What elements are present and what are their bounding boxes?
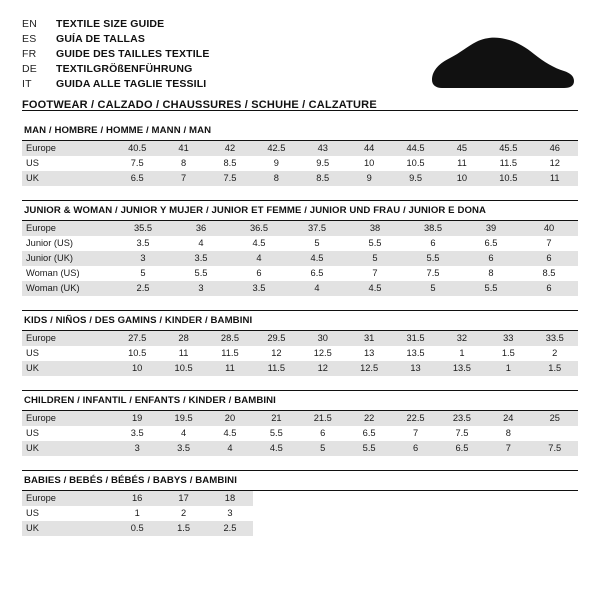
size-cell: 8 [485, 426, 531, 441]
table-row [22, 251, 578, 266]
row-label: UK [22, 171, 114, 186]
row-label: UK [22, 361, 114, 376]
size-table-babies [22, 491, 578, 536]
size-cell: 37.5 [288, 221, 346, 236]
section-title: CHILDREN / INFANTIL / ENFANTS / KINDER / BAMBINI [24, 395, 276, 406]
table-row [22, 506, 578, 521]
size-cell-empty [532, 491, 578, 506]
size-cell: 12 [253, 346, 299, 361]
size-cell-empty [346, 521, 392, 536]
language-title: GUIDA ALLE TAGLIE TESSILI [56, 78, 207, 90]
size-cell: 10.5 [485, 171, 531, 186]
size-cell: 11 [532, 171, 578, 186]
size-cell: 3.5 [114, 426, 160, 441]
size-cell: 6.5 [439, 441, 485, 456]
size-cell-empty [532, 521, 578, 536]
size-cell: 21.5 [300, 411, 346, 426]
size-cell: 7 [160, 171, 206, 186]
row-label: Europe [22, 331, 114, 346]
dress-shoe-icon [396, 36, 576, 102]
size-cell: 5.5 [346, 236, 404, 251]
size-cell: 5.5 [253, 426, 299, 441]
size-cell: 9 [253, 156, 299, 171]
size-cell: 13 [392, 361, 438, 376]
size-cell: 38.5 [404, 221, 462, 236]
section-title: JUNIOR & WOMAN / JUNIOR Y MUJER / JUNIOR ET FEMME / JUNIOR UND FRAU / JUNIOR E DONA [24, 205, 487, 216]
size-cell: 7.5 [532, 441, 578, 456]
size-cell: 10 [114, 361, 160, 376]
table-row [22, 441, 578, 456]
row-label: Woman (UK) [22, 281, 114, 296]
size-cell: 7.5 [404, 266, 462, 281]
size-cell: 2.5 [114, 281, 172, 296]
size-cell: 35.5 [114, 221, 172, 236]
language-code: ES [22, 33, 37, 45]
size-cell: 2 [160, 506, 206, 521]
size-cell: 10.5 [392, 156, 438, 171]
size-cell: 22.5 [392, 411, 438, 426]
size-cell: 4 [288, 281, 346, 296]
size-cell: 7 [485, 441, 531, 456]
size-cell: 4 [172, 236, 230, 251]
size-cell-empty [300, 506, 346, 521]
size-cell: 3.5 [230, 281, 288, 296]
row-label: UK [22, 521, 114, 536]
size-cell-empty [253, 491, 299, 506]
size-cell: 1.5 [532, 361, 578, 376]
size-cell-empty [392, 506, 438, 521]
language-row [22, 78, 209, 93]
size-cell: 11.5 [253, 361, 299, 376]
size-cell: 13 [346, 346, 392, 361]
size-cell: 6 [520, 251, 578, 266]
table-row [22, 361, 578, 376]
size-cell: 31 [346, 331, 392, 346]
size-cell: 19.5 [160, 411, 206, 426]
section-title: KIDS / NIÑOS / DES GAMINS / KINDER / BAMBINI [24, 315, 253, 326]
section-babies [22, 470, 578, 536]
table-row [22, 156, 578, 171]
section-man [22, 125, 578, 186]
size-cell: 33.5 [532, 331, 578, 346]
size-cell: 11.5 [485, 156, 531, 171]
size-cell: 9.5 [392, 171, 438, 186]
size-cell: 5 [404, 281, 462, 296]
row-label: UK [22, 441, 114, 456]
size-cell-empty [485, 491, 531, 506]
size-cell: 4.5 [207, 426, 253, 441]
size-cell-empty [485, 521, 531, 536]
size-cell: 18 [207, 491, 253, 506]
size-cell: 4.5 [253, 441, 299, 456]
language-row [22, 18, 209, 33]
row-label: Junior (UK) [22, 251, 114, 266]
size-cell: 6 [392, 441, 438, 456]
size-cell-empty [300, 491, 346, 506]
size-cell: 7 [346, 266, 404, 281]
footwear-heading: FOOTWEAR / CALZADO / CHAUSSURES / SCHUHE / CALZATURE [22, 99, 377, 111]
size-cell: 3.5 [172, 251, 230, 266]
size-cell: 33 [485, 331, 531, 346]
size-cell: 12.5 [300, 346, 346, 361]
size-table-man [22, 141, 578, 186]
language-title-body [22, 18, 209, 93]
size-cell-empty [392, 491, 438, 506]
table-row [22, 521, 578, 536]
size-cell: 2 [532, 346, 578, 361]
section-kids [22, 310, 578, 376]
size-cell: 44.5 [392, 141, 438, 156]
size-cell: 12.5 [346, 361, 392, 376]
size-cell: 6 [520, 281, 578, 296]
size-cell: 45.5 [485, 141, 531, 156]
size-cell: 12 [532, 156, 578, 171]
size-cell: 6.5 [462, 236, 520, 251]
size-cell: 11 [439, 156, 485, 171]
size-cell: 9 [346, 171, 392, 186]
row-label: Europe [22, 221, 114, 236]
size-cell: 8.5 [207, 156, 253, 171]
row-label: Europe [22, 141, 114, 156]
size-cell-empty [346, 506, 392, 521]
language-code: EN [22, 18, 37, 30]
size-cell: 5 [346, 251, 404, 266]
size-cell-empty [485, 506, 531, 521]
size-cell: 6.5 [114, 171, 160, 186]
language-row [22, 48, 209, 63]
size-cell: 30 [300, 331, 346, 346]
size-cell: 8 [253, 171, 299, 186]
size-cell: 6.5 [346, 426, 392, 441]
size-cell: 28 [160, 331, 206, 346]
row-label: Woman (US) [22, 266, 114, 281]
row-label: US [22, 346, 114, 361]
size-cell: 4.5 [230, 236, 288, 251]
size-table-kids [22, 331, 578, 376]
size-cell: 6 [462, 251, 520, 266]
row-label: US [22, 156, 114, 171]
size-table-junior-woman [22, 221, 578, 296]
table-row [22, 281, 578, 296]
size-cell: 11 [160, 346, 206, 361]
size-cell: 5.5 [346, 441, 392, 456]
table-row [22, 221, 578, 236]
table-row [22, 331, 578, 346]
size-cell: 23.5 [439, 411, 485, 426]
size-cell: 6 [300, 426, 346, 441]
table-row [22, 236, 578, 251]
size-cell: 10 [439, 171, 485, 186]
section-junior-woman [22, 200, 578, 296]
size-cell: 20 [207, 411, 253, 426]
size-cell: 7.5 [207, 171, 253, 186]
table-row [22, 141, 578, 156]
size-cell: 6.5 [288, 266, 346, 281]
size-cell: 45 [439, 141, 485, 156]
size-cell: 7 [520, 236, 578, 251]
size-cell: 5 [300, 441, 346, 456]
size-cell: 4.5 [346, 281, 404, 296]
size-cell: 13.5 [439, 361, 485, 376]
table-row [22, 411, 578, 426]
size-cell: 27.5 [114, 331, 160, 346]
size-cell: 43 [300, 141, 346, 156]
size-cell: 11.5 [207, 346, 253, 361]
size-cell: 16 [114, 491, 160, 506]
size-cell: 44 [346, 141, 392, 156]
size-cell: 22 [346, 411, 392, 426]
size-cell: 40.5 [114, 141, 160, 156]
size-cell: 1 [485, 361, 531, 376]
table-row [22, 266, 578, 281]
row-label: Europe [22, 411, 114, 426]
size-cell: 1.5 [485, 346, 531, 361]
size-cell: 21 [253, 411, 299, 426]
size-cell: 0.5 [114, 521, 160, 536]
language-title: TEXTILGRÖßENFÜHRUNG [56, 63, 193, 75]
size-cell: 3.5 [114, 236, 172, 251]
size-cell-empty [532, 506, 578, 521]
size-cell: 39 [462, 221, 520, 236]
language-code: IT [22, 78, 32, 90]
language-title: TEXTILE SIZE GUIDE [56, 18, 165, 30]
size-cell: 41 [160, 141, 206, 156]
size-cell: 3 [207, 506, 253, 521]
size-cell: 7 [392, 426, 438, 441]
size-cell: 7.5 [439, 426, 485, 441]
size-cell: 38 [346, 221, 404, 236]
size-cell: 4 [207, 441, 253, 456]
size-cell-empty [346, 491, 392, 506]
row-label: US [22, 506, 114, 521]
size-cell: 24 [485, 411, 531, 426]
table-row [22, 346, 578, 361]
size-cell: 5 [114, 266, 172, 281]
size-cell: 4 [230, 251, 288, 266]
section-title: BABIES / BEBÉS / BÉBÉS / BABYS / BAMBINI [24, 475, 237, 486]
language-code: DE [22, 63, 37, 75]
table-row [22, 426, 578, 441]
size-cell: 6 [404, 236, 462, 251]
language-code: FR [22, 48, 37, 60]
size-cell: 12 [300, 361, 346, 376]
row-label: Europe [22, 491, 114, 506]
size-cell: 1 [114, 506, 160, 521]
size-cell: 1 [439, 346, 485, 361]
size-cell: 8 [462, 266, 520, 281]
size-cell: 32 [439, 331, 485, 346]
size-cell: 19 [114, 411, 160, 426]
size-cell: 42 [207, 141, 253, 156]
size-cell: 1.5 [160, 521, 206, 536]
language-row [22, 33, 209, 48]
size-cell-empty [439, 491, 485, 506]
size-cell: 2.5 [207, 521, 253, 536]
size-cell-empty [439, 521, 485, 536]
size-cell: 10.5 [160, 361, 206, 376]
size-table-children [22, 411, 578, 456]
size-cell [532, 426, 578, 441]
size-cell: 3 [114, 441, 160, 456]
size-cell: 40 [520, 221, 578, 236]
size-cell: 46 [532, 141, 578, 156]
size-cell: 42.5 [253, 141, 299, 156]
size-cell: 8.5 [300, 171, 346, 186]
section-title: MAN / HOMBRE / HOMME / MANN / MAN [24, 125, 212, 136]
language-title-list [22, 18, 209, 93]
size-cell: 10 [346, 156, 392, 171]
size-cell: 25 [532, 411, 578, 426]
size-cell: 28.5 [207, 331, 253, 346]
size-cell: 17 [160, 491, 206, 506]
size-cell: 36.5 [230, 221, 288, 236]
size-cell: 36 [172, 221, 230, 236]
table-row [22, 171, 578, 186]
size-cell: 5.5 [172, 266, 230, 281]
section-children [22, 390, 578, 456]
size-cell: 8 [160, 156, 206, 171]
size-cell: 3 [172, 281, 230, 296]
size-cell-empty [300, 521, 346, 536]
size-cell: 29.5 [253, 331, 299, 346]
size-cell-empty [253, 506, 299, 521]
size-cell: 13.5 [392, 346, 438, 361]
language-title: GUÍA DE TALLAS [56, 33, 146, 45]
size-cell: 3.5 [160, 441, 206, 456]
document-header [22, 18, 578, 110]
size-cell-empty [439, 506, 485, 521]
row-label: US [22, 426, 114, 441]
row-label: Junior (US) [22, 236, 114, 251]
size-cell: 4 [160, 426, 206, 441]
size-cell: 11 [207, 361, 253, 376]
table-row [22, 491, 578, 506]
size-cell: 4.5 [288, 251, 346, 266]
size-cell: 10.5 [114, 346, 160, 361]
size-cell-empty [253, 521, 299, 536]
size-cell: 5.5 [404, 251, 462, 266]
language-title: GUIDE DES TAILLES TEXTILE [56, 48, 210, 60]
language-row [22, 63, 209, 78]
size-cell: 9.5 [300, 156, 346, 171]
size-cell: 31.5 [392, 331, 438, 346]
size-cell-empty [392, 521, 438, 536]
size-cell: 5.5 [462, 281, 520, 296]
size-cell: 8.5 [520, 266, 578, 281]
size-cell: 6 [230, 266, 288, 281]
size-cell: 7.5 [114, 156, 160, 171]
size-cell: 5 [288, 236, 346, 251]
size-cell: 3 [114, 251, 172, 266]
